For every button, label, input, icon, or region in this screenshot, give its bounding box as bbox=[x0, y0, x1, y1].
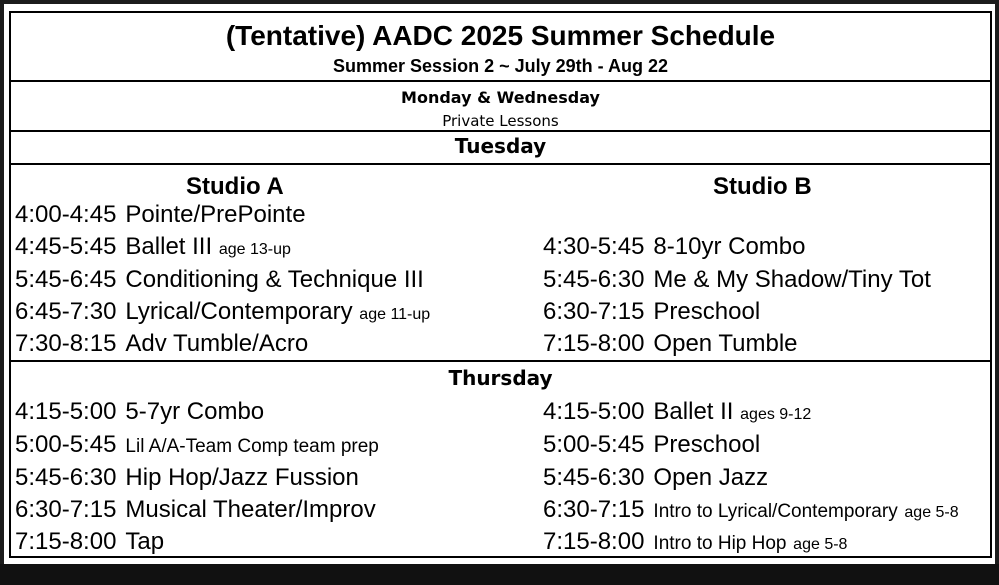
schedule-row bbox=[15, 495, 376, 525]
class-name: Ballet III bbox=[125, 233, 213, 260]
studio-b-heading: Studio B bbox=[713, 173, 812, 200]
class-name: Tap bbox=[125, 528, 165, 555]
class-time: 5:45-6:30 bbox=[15, 464, 117, 491]
schedule-row bbox=[15, 397, 264, 427]
class-name: Intro to Lyrical/Contemporary bbox=[653, 501, 898, 522]
class-name: Pointe/PrePointe bbox=[125, 201, 306, 228]
age-note: ages 9-12 bbox=[740, 406, 812, 423]
class-time: 4:00-4:45 bbox=[15, 201, 117, 228]
schedule-sheet bbox=[4, 4, 995, 564]
schedule-row bbox=[15, 265, 424, 295]
class-time: 4:45-5:45 bbox=[15, 233, 117, 260]
schedule-row bbox=[543, 527, 847, 560]
class-name: Hip Hop/Jazz Fussion bbox=[125, 464, 359, 491]
divider bbox=[11, 360, 990, 362]
age-note: age 5-8 bbox=[904, 504, 959, 521]
class-name: Lyrical/Contemporary bbox=[125, 298, 353, 325]
class-time: 5:45-6:45 bbox=[15, 266, 117, 293]
age-note: age 13-up bbox=[218, 241, 291, 258]
background-band bbox=[0, 564, 999, 585]
schedule-row bbox=[543, 463, 768, 493]
class-name: 8-10yr Combo bbox=[653, 233, 806, 260]
schedule-row bbox=[543, 297, 760, 327]
page-title: (Tentative) AADC 2025 Summer Schedule bbox=[225, 20, 776, 51]
class-name: Intro to Hip Hop bbox=[653, 533, 787, 554]
schedule-frame bbox=[9, 11, 992, 558]
class-name: Ballet II bbox=[653, 398, 734, 425]
class-time: 7:15-8:00 bbox=[543, 330, 645, 357]
divider bbox=[11, 163, 990, 165]
class-time: 6:30-7:15 bbox=[543, 298, 645, 325]
schedule-row bbox=[543, 265, 931, 295]
schedule-row bbox=[15, 232, 291, 265]
divider bbox=[11, 80, 990, 82]
class-time: 7:15-8:00 bbox=[15, 528, 117, 555]
class-time: 6:45-7:30 bbox=[15, 298, 117, 325]
schedule-row bbox=[15, 527, 164, 557]
monday-wednesday-heading: Monday & Wednesday bbox=[401, 88, 600, 107]
monday-wednesday-note: Private Lessons bbox=[442, 112, 559, 130]
class-time: 5:45-6:30 bbox=[543, 266, 645, 293]
session-subtitle: Summer Session 2 ~ July 29th - Aug 22 bbox=[333, 56, 668, 76]
age-note: age 5-8 bbox=[793, 536, 848, 553]
class-time: 6:30-7:15 bbox=[543, 496, 645, 523]
class-time: 6:30-7:15 bbox=[15, 496, 117, 523]
schedule-row bbox=[543, 495, 959, 528]
schedule-row bbox=[15, 200, 306, 230]
class-name: Open Tumble bbox=[653, 330, 798, 357]
class-name: Musical Theater/Improv bbox=[125, 496, 376, 523]
class-name: Preschool bbox=[653, 298, 761, 325]
thursday-heading: Thursday bbox=[448, 366, 553, 390]
class-time: 7:30-8:15 bbox=[15, 330, 117, 357]
class-name: Lil A/A-Team Comp team prep bbox=[125, 436, 379, 457]
schedule-row bbox=[15, 430, 379, 462]
class-time: 7:15-8:00 bbox=[543, 528, 645, 555]
class-name: Adv Tumble/Acro bbox=[125, 330, 309, 357]
class-time: 5:00-5:45 bbox=[15, 431, 117, 458]
schedule-row bbox=[15, 329, 308, 359]
schedule-row bbox=[15, 297, 430, 330]
class-time: 4:30-5:45 bbox=[543, 233, 645, 260]
schedule-row bbox=[543, 397, 811, 430]
class-name: 5-7yr Combo bbox=[125, 398, 265, 425]
schedule-row bbox=[543, 430, 760, 460]
age-note: age 11-up bbox=[359, 306, 431, 323]
studio-a-heading: Studio A bbox=[186, 173, 284, 200]
schedule-row bbox=[543, 232, 805, 262]
class-time: 4:15-5:00 bbox=[15, 398, 117, 425]
class-time: 5:00-5:45 bbox=[543, 431, 645, 458]
class-name: Me & My Shadow/Tiny Tot bbox=[653, 266, 931, 293]
class-time: 4:15-5:00 bbox=[543, 398, 645, 425]
tuesday-heading: Tuesday bbox=[454, 134, 547, 158]
schedule-row bbox=[543, 329, 798, 359]
class-name: Preschool bbox=[653, 431, 761, 458]
class-name: Open Jazz bbox=[653, 464, 769, 491]
class-name: Conditioning & Technique III bbox=[125, 266, 424, 293]
schedule-row bbox=[15, 463, 359, 493]
class-time: 5:45-6:30 bbox=[543, 464, 645, 491]
